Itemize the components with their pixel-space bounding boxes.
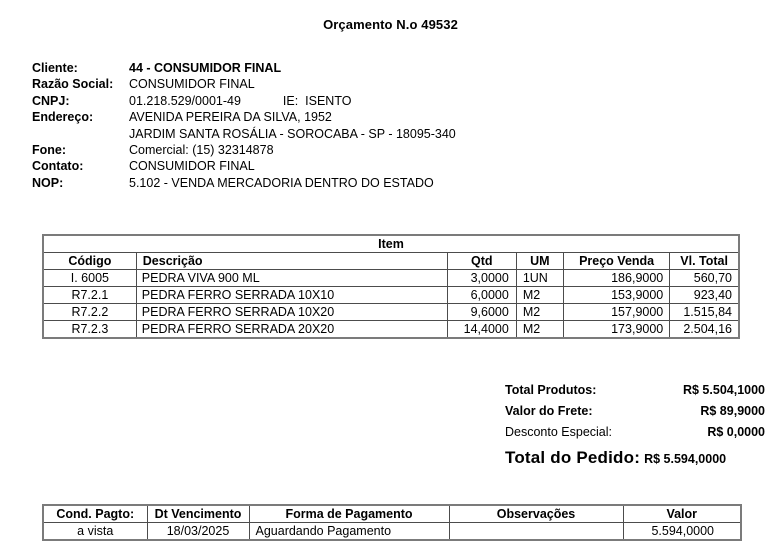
- ie-field: IE: ISENTO: [282, 93, 352, 108]
- column-header-forma-pagamento: Forma de Pagamento: [249, 505, 449, 523]
- column-header-preco-venda: Preço Venda: [563, 253, 669, 270]
- customer-info-row: [32, 109, 456, 125]
- customer-info-value: 5.102 - VENDA MERCADORIA DENTRO DO ESTADO: [129, 175, 434, 190]
- customer-info-value: CONSUMIDOR FINAL: [129, 77, 255, 92]
- payment-table-header-row: [43, 505, 741, 523]
- column-header-valor: Valor: [623, 505, 741, 523]
- cell-descricao: PEDRA FERRO SERRADA 10X20: [136, 304, 447, 321]
- cell-codigo: R7.2.2: [43, 304, 136, 321]
- cell-preco-venda: 157,9000: [563, 304, 669, 321]
- table-row: [43, 304, 739, 321]
- cell-preco-venda: 153,9000: [563, 287, 669, 304]
- customer-info-row: [32, 142, 456, 158]
- cell-descricao: PEDRA FERRO SERRADA 20X20: [136, 321, 447, 339]
- table-row: [43, 270, 739, 287]
- customer-info-row: [32, 93, 456, 109]
- column-header-qtd: Qtd: [447, 253, 516, 270]
- column-header-descricao: Descrição: [136, 253, 447, 270]
- cell-vl-total: 923,40: [670, 287, 739, 304]
- column-header-dt-vencimento: Dt Vencimento: [147, 505, 249, 523]
- customer-info-label: Endereço:: [32, 110, 94, 125]
- cell-vl-total: 2.504,16: [670, 321, 739, 339]
- cell-cond-pagto: a vista: [43, 523, 147, 541]
- table-row: [43, 287, 739, 304]
- customer-info-block: [32, 60, 456, 191]
- customer-info-value: 01.218.529/0001-49 IE: ISENTO: [129, 93, 352, 108]
- customer-info-value: Comercial: (15) 32314878: [129, 143, 274, 158]
- payment-table: [42, 504, 742, 541]
- totals-summary: [505, 380, 765, 468]
- table-row: [43, 523, 741, 541]
- cell-um: M2: [516, 304, 563, 321]
- cell-vl-total: 560,70: [670, 270, 739, 287]
- items-table-group-header: Item: [43, 235, 739, 253]
- cell-qtd: 3,0000: [447, 270, 516, 287]
- column-header-cond-pagto: Cond. Pagto:: [43, 505, 147, 523]
- customer-info-value: JARDIM SANTA ROSÁLIA - SOROCABA - SP - 18095-340: [129, 126, 456, 141]
- cell-codigo: R7.2.3: [43, 321, 136, 339]
- cell-preco-venda: 173,9000: [563, 321, 669, 339]
- customer-info-label: NOP:: [32, 175, 64, 190]
- customer-info-row: [32, 175, 456, 191]
- customer-info-value: 44 - CONSUMIDOR FINAL: [129, 61, 282, 75]
- cell-preco-venda: 186,9000: [563, 270, 669, 287]
- page-title: Orçamento N.o 49532: [323, 17, 458, 32]
- cell-codigo: R7.2.1: [43, 287, 136, 304]
- items-table-group-header-row: [43, 235, 739, 253]
- customer-info-row: [32, 158, 456, 174]
- items-table: [42, 234, 740, 339]
- cell-qtd: 6,0000: [447, 287, 516, 304]
- total-produtos-label: Total Produtos:: [505, 383, 597, 397]
- desconto-especial-value: R$ 0,0000: [707, 425, 765, 439]
- desconto-especial-row: [505, 422, 765, 443]
- table-row: [43, 321, 739, 339]
- cell-valor: 5.594,0000: [623, 523, 741, 541]
- customer-info-row: [32, 126, 456, 142]
- cell-forma-pagamento: Aguardando Pagamento: [249, 523, 449, 541]
- cell-codigo: I. 6005: [43, 270, 136, 287]
- customer-info-label: Cliente:: [32, 61, 78, 75]
- cell-qtd: 14,4000: [447, 321, 516, 339]
- cell-dt-vencimento: 18/03/2025: [147, 523, 249, 541]
- column-header-um: UM: [516, 253, 563, 270]
- cell-um: M2: [516, 321, 563, 339]
- cell-descricao: PEDRA VIVA 900 ML: [136, 270, 447, 287]
- customer-info-value: CONSUMIDOR FINAL: [129, 159, 255, 174]
- items-table-header-row: [43, 253, 739, 270]
- column-header-observacoes: Observações: [449, 505, 623, 523]
- valor-frete-value: R$ 89,9000: [700, 404, 765, 418]
- customer-code: 44: [129, 61, 143, 75]
- desconto-especial-label: Desconto Especial:: [505, 425, 613, 439]
- cell-descricao: PEDRA FERRO SERRADA 10X10: [136, 287, 447, 304]
- cell-um: 1UN: [516, 270, 563, 287]
- cell-observacoes: [449, 523, 623, 541]
- cell-vl-total: 1.515,84: [670, 304, 739, 321]
- customer-info-row: [32, 60, 456, 76]
- valor-frete-row: [505, 401, 765, 422]
- customer-info-row: [32, 76, 456, 92]
- column-header-vl-total: Vl. Total: [670, 253, 739, 270]
- total-pedido-value: R$ 5.594,0000: [644, 452, 727, 466]
- customer-info-label: Fone:: [32, 143, 67, 158]
- cell-um: M2: [516, 287, 563, 304]
- valor-frete-label: Valor do Frete:: [505, 404, 593, 418]
- column-header-codigo: Código: [43, 253, 136, 270]
- total-pedido-row: [505, 448, 765, 468]
- total-pedido-label: Total do Pedido:: [505, 448, 641, 467]
- customer-info-label: Contato:: [32, 159, 84, 174]
- customer-info-value: AVENIDA PEREIRA DA SILVA, 1952: [129, 110, 332, 125]
- total-produtos-value: R$ 5.504,1000: [682, 383, 765, 397]
- customer-info-label: CNPJ:: [32, 93, 70, 108]
- total-produtos-row: [505, 380, 765, 401]
- cell-qtd: 9,6000: [447, 304, 516, 321]
- customer-info-label: Razão Social:: [32, 77, 114, 92]
